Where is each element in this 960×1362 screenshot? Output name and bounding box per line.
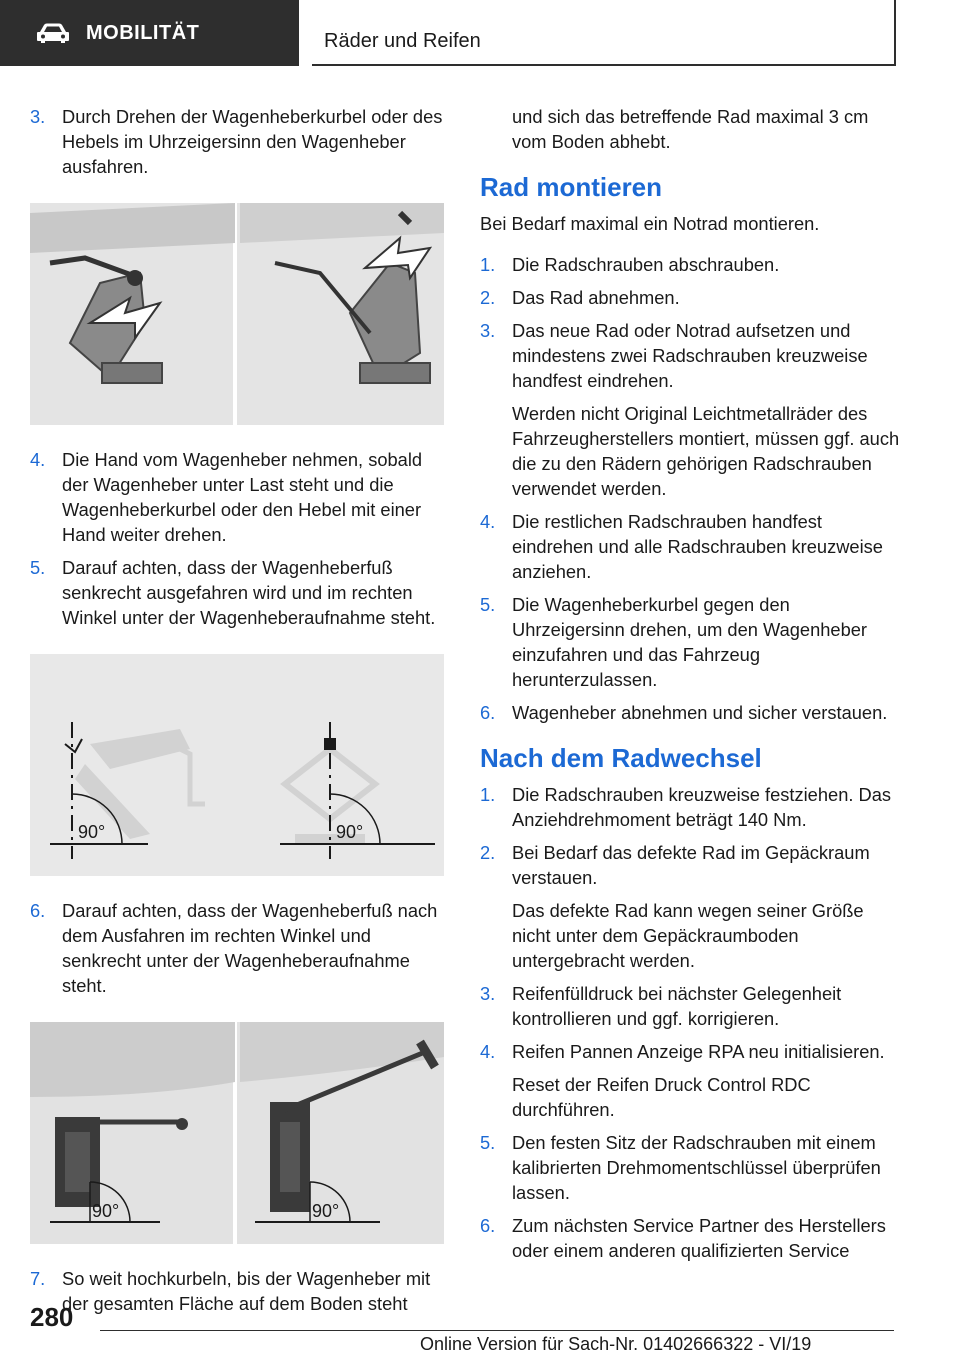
step-number: 7. [30, 1268, 46, 1289]
step-4 [30, 447, 444, 547]
heading-nach-dem-radwechsel: Nach dem Radwechsel [480, 743, 762, 773]
step-number: 6. [480, 702, 496, 723]
step-text: Reifenfülldruck bei nächster Gelegenheit kontrollieren und ggf. korrigieren. [512, 983, 842, 1029]
after-step-1 [480, 782, 900, 832]
footer-divider [100, 1330, 894, 1331]
step-text: Die Hand vom Wagenheber nehmen, sobald der Wagenheber unter Last steht und die Wagenheberkurbel oder den Hebel mit einer Hand weiter drehen. [62, 449, 423, 545]
continuation-text: und sich das betreffende Rad maximal 3 cm vom Boden abhebt. [512, 106, 869, 152]
step-text: Durch Drehen der Wagenheberkurbel oder des Hebels im Uhrzeigersinn den Wagenheber ausfahren. [62, 106, 443, 177]
figure-jack-extended [30, 1022, 444, 1244]
step-3 [30, 104, 444, 179]
step-text: Die Radschrauben kreuzweise festziehen. Das Anziehdrehmoment beträgt 140 Nm. [512, 784, 892, 830]
mount-step-1 [480, 252, 900, 277]
after-step-6 [480, 1213, 900, 1263]
step-text: Die Wagenheberkurbel gegen den Uhrzeigersinn drehen, um den Wagenheber einzufahren und das Fahrzeug herunterzulassen. [512, 594, 868, 690]
mount-step-5 [480, 592, 900, 692]
mount-step-3-note: Werden nicht Original Leichtmetallräder des Fahrzeugherstellers montiert, müssen ggf. auch die zu den Rädern gehörigen Radschrauben verwendet werden. [512, 403, 900, 499]
after-step-5 [480, 1130, 900, 1205]
mount-step-6 [480, 700, 900, 725]
figure-jack-crank [30, 203, 444, 425]
step-text: So weit hochkurbeln, bis der Wagenheber mit der gesamten Fläche auf dem Boden steht [62, 1268, 431, 1314]
mount-step-2 [480, 285, 900, 310]
step-5 [30, 555, 444, 630]
figure-jack-angle-diagram [30, 654, 444, 876]
step-number: 3. [30, 106, 46, 127]
step-text: Die Radschrauben abschrauben. [512, 254, 780, 275]
chapter-header [312, 0, 896, 66]
mount-step-3 [480, 318, 900, 393]
step-7 [30, 1266, 444, 1316]
mount-intro: Bei Bedarf maximal ein Notrad montieren. [480, 213, 820, 234]
step-text: Die restlichen Radschrauben handfest eindrehen und alle Radschrauben kreuzweise anziehen. [512, 511, 883, 582]
step-number: 4. [30, 449, 46, 470]
step-number: 2. [480, 842, 496, 863]
step-number: 2. [480, 287, 496, 308]
step-number: 3. [480, 320, 496, 341]
step-text: Zum nächsten Service Partner des Herstellers oder einem anderen qualifizierten Service [512, 1215, 886, 1261]
angle-label-left: 90° [92, 1201, 120, 1221]
step-text: Das Rad abnehmen. [512, 287, 680, 308]
after-step-2-note: Das defekte Rad kann wegen seiner Größe nicht unter dem Gepäckraumboden untergebracht werden. [512, 900, 864, 971]
heading-rad-montieren: Rad montieren [480, 172, 663, 202]
step-text: Darauf achten, dass der Wagenheberfuß senkrecht ausgefahren wird und im rechten Winkel unter der Wagenheberaufnahme steht. [62, 557, 436, 628]
step-number: 3. [480, 983, 496, 1004]
angle-label-right: 90° [312, 1201, 340, 1221]
step-text: Das neue Rad oder Notrad aufsetzen und mindestens zwei Radschrauben kreuzweise handfest eindrehen. [512, 320, 868, 391]
mount-step-4 [480, 509, 900, 584]
step-number: 5. [480, 594, 496, 615]
step-number: 1. [480, 784, 496, 805]
step-number: 4. [480, 1041, 496, 1062]
page-number: 280 [30, 1302, 74, 1332]
chapter-title: Räder und Reifen [324, 30, 481, 52]
right-column [480, 104, 900, 1271]
step-number: 5. [480, 1132, 496, 1153]
step-text: Reifen Pannen Anzeige RPA neu initialisieren. [512, 1041, 885, 1062]
step-number: 6. [30, 900, 46, 921]
step-number: 5. [30, 557, 46, 578]
left-column [30, 104, 444, 1324]
angle-label-right: 90° [336, 822, 364, 842]
step-text: Bei Bedarf das defekte Rad im Gepäckraum verstauen. [512, 842, 870, 888]
step-text: Darauf achten, dass der Wagenheberfuß nach dem Ausfahren im rechten Winkel und senkrecht unter der Wagenheberaufnahme steht. [62, 900, 438, 996]
after-step-2 [480, 840, 900, 890]
angle-label-left: 90° [78, 822, 106, 842]
step-text: Wagenheber abnehmen und sicher verstauen. [512, 702, 888, 723]
after-step-3 [480, 981, 900, 1031]
section-tab[interactable] [0, 0, 299, 66]
step-number: 4. [480, 511, 496, 532]
step-number: 6. [480, 1215, 496, 1236]
section-label: MOBILITÄT [86, 21, 200, 44]
step-number: 1. [480, 254, 496, 275]
after-step-4 [480, 1039, 900, 1064]
after-step-4-note: Reset der Reifen Druck Control RDC durchführen. [512, 1074, 811, 1120]
step-text: Den festen Sitz der Radschrauben mit einem kalibrierten Drehmomentschlüssel überprüfen lassen. [512, 1132, 881, 1203]
step-6 [30, 898, 444, 998]
edition-note: Online Version für Sach-Nr. 01402666322 - VI/19 [420, 1334, 812, 1354]
car-icon [36, 22, 70, 44]
